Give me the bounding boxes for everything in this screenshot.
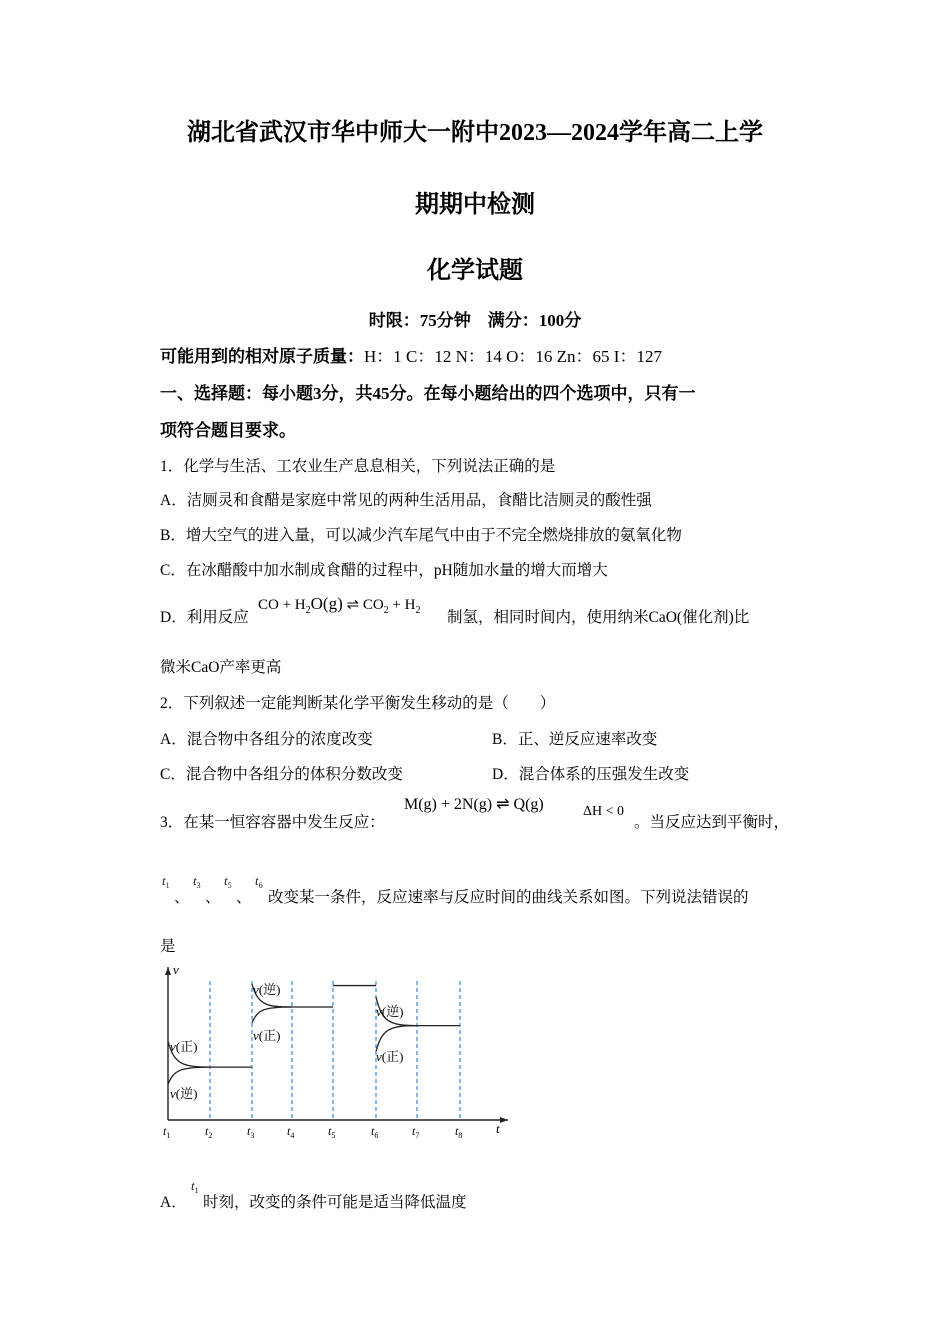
x-tick-label: $t_6$	[371, 1124, 379, 1140]
x-axis-arrow-icon	[500, 1117, 508, 1123]
rate-curve-label: v(逆)	[170, 1086, 198, 1101]
x-tick-label: $t_3$	[247, 1124, 255, 1140]
q3-enthalpy: ΔH < 0	[583, 804, 625, 819]
segment1-lower-curve	[168, 1067, 210, 1084]
x-tick-label: $t_1$	[163, 1124, 171, 1140]
formula-part: O(g)	[310, 594, 343, 613]
x-tick-label: $t_2$	[205, 1124, 213, 1140]
q1-option-d-line2: 微米CaO产率更高	[160, 659, 282, 676]
rate-curve-label: v(逆)	[253, 982, 281, 997]
q3-option-a-text: 时刻，改变的条件可能是适当降低温度	[203, 1194, 467, 1211]
x-tick-label: $t_8$	[455, 1124, 463, 1140]
q1-stem: 1．化学与生活、工农业生产息息相关，下列说法正确的是	[160, 458, 556, 475]
separator: 、	[174, 889, 190, 906]
formula-sub: 2	[305, 605, 311, 616]
equilibrium-arrow-icon: ⇌	[346, 597, 360, 613]
separator: 、	[205, 889, 221, 906]
q2-option-d: D．混合体系的压强发生改变	[492, 766, 690, 783]
q1-option-d-suffix: 制氢，相同时间内，使用纳米CaO(催化剂)比	[447, 609, 750, 626]
q1-option-a: A．洁厕灵和食醋是家庭中常见的两种生活用品，食醋比洁厕灵的酸性强	[160, 492, 652, 509]
rate-curve-label: v(正)	[376, 1049, 404, 1064]
rate-curve-label: v(正)	[170, 1039, 198, 1054]
t6-variable: $t_6$	[255, 873, 263, 890]
atomic-masses-values: H：1 C：12 N：14 O：16 Zn：65 I：127	[364, 347, 662, 366]
chart-layer	[163, 962, 508, 1140]
x-tick-label: $t_4$	[287, 1124, 295, 1140]
q3-option-a-prefix: A．	[160, 1194, 187, 1211]
segment4-lower-curve	[376, 1026, 417, 1052]
q1-reaction-formula	[258, 594, 420, 614]
q2-option-b: B．正、逆反应速率改变	[492, 731, 658, 748]
t1-variable: $t_1$	[191, 1178, 199, 1195]
q2-stem: 2．下列叙述一定能判断某化学平衡发生移动的是（ ）	[160, 695, 556, 712]
formula-part: CO + H	[258, 597, 306, 613]
x-tick-label: $t_7$	[412, 1124, 420, 1140]
t5-variable: $t_5$	[224, 873, 232, 890]
q2-option-c: C．混合物中各组分的体积分数改变	[160, 766, 403, 783]
q3-stem-suffix: 。当反应达到平衡时，	[634, 814, 790, 831]
y-axis-label: v	[173, 962, 179, 977]
q1-option-d-prefix: D．利用反应	[160, 609, 249, 626]
t1-variable: $t_1$	[162, 873, 170, 890]
formula-part: CO	[362, 597, 384, 613]
page-title: 湖北省武汉市华中师大一附中2023—2024学年高二上学	[187, 120, 763, 146]
subject-title: 化学试题	[427, 258, 523, 284]
q3-line3: 是	[160, 938, 176, 955]
q3-line2: 改变某一条件，反应速率与反应时间的曲线关系如图。下列说法错误的	[268, 889, 749, 906]
t3-variable: $t_3$	[193, 873, 201, 890]
section-heading-line2: 项符合题目要求。	[160, 421, 296, 440]
formula-sub: 2	[383, 605, 389, 616]
formula-part: + H	[388, 597, 416, 613]
page-title-line2: 期期中检测	[415, 192, 535, 218]
segment2-lower-curve	[252, 1007, 292, 1023]
atomic-masses-label: 可能用到的相对原子质量：	[160, 347, 364, 366]
x-axis-label: t	[496, 1121, 500, 1136]
rate-curve-label: v(逆)	[376, 1004, 404, 1019]
q1-option-c: C．在冰醋酸中加水制成食醋的过程中，pH随加水量的增大而增大	[160, 562, 608, 579]
time-limit: 时限：75分钟 满分：100分	[368, 311, 582, 330]
q1-option-b: B．增大空气的进入量，可以减少汽车尾气中由于不完全燃烧排放的氨氧化物	[160, 527, 682, 544]
y-axis-arrow-icon	[165, 967, 171, 975]
atomic-masses	[160, 342, 662, 367]
rate-time-chart	[150, 955, 520, 1145]
q3-stem-prefix: 3．在某一恒容容器中发生反应：	[160, 814, 385, 831]
x-tick-label: $t_5$	[328, 1124, 336, 1140]
separator: 、	[236, 889, 252, 906]
q3-reaction: M(g) + 2N(g) ⇌ Q(g)	[404, 796, 544, 813]
q2-option-a: A．混合物中各组分的浓度改变	[160, 731, 373, 748]
section-heading: 一、选择题：每小题3分，共45分。在每小题给出的四个选项中，只有一	[160, 384, 696, 403]
rate-curve-label: v(正)	[253, 1028, 281, 1043]
formula-sub: 2	[415, 605, 421, 616]
